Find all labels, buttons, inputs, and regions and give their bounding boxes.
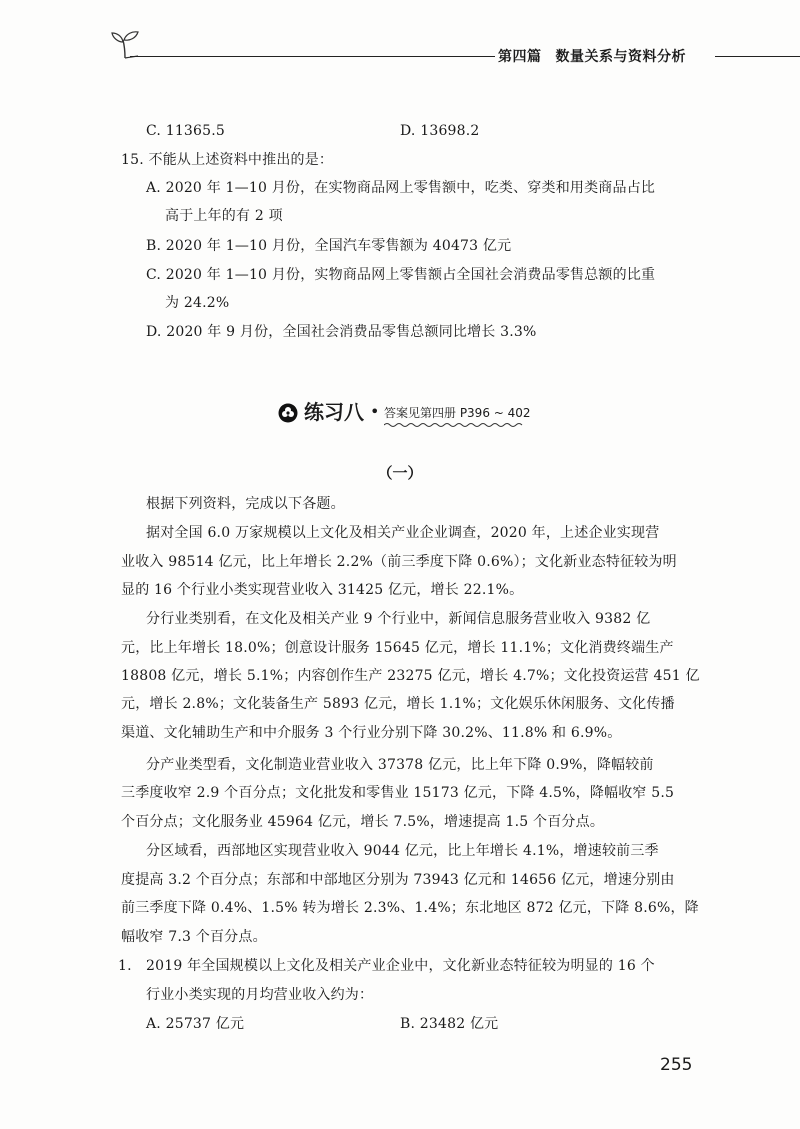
material-p1-line: 显的 16 个行业小类实现营业收入 31425 亿元，增长 22.1%。 [121,582,524,598]
material-p3-line: 分产业类型看，文化制造业营业收入 37378 亿元，比上年下降 0.9%，降幅较前 [146,757,654,773]
material-p4-line: 度提高 3.2 个百分点；东部和中部地区分别为 73943 亿元和 14656 亿元，增速分别由 [121,872,675,888]
material-p4-line: 幅收窄 7.3 个百分点。 [121,929,267,945]
q1-stem-cont: 行业小类实现的月均营业收入约为： [146,987,374,1003]
section-title: 练习八 [304,400,364,424]
wavy-underline [384,422,526,428]
header-rule-left [130,56,495,57]
material-p2-line: 分行业类别看，在文化及相关产业 9 个行业中，新闻信息服务营业收入 9382 亿 [146,611,651,627]
q1-option-b: B. 23482 亿元 [400,1016,499,1032]
q15-option-a: A. 2020 年 1—10 月份，在实物商品网上零售额中，吃类、穿类和用类商品占比 [146,180,656,196]
q14-option-d: D. 13698.2 [400,123,480,139]
header-rule-right [715,56,800,57]
material-p3-line: 个百分点；文化服务业 45964 亿元，增长 7.5%，增速提高 1.5 个百分点。 [121,814,605,830]
header-part: 第四篇 [498,49,542,65]
flower-emblem-icon [278,403,298,423]
running-header [498,46,686,66]
answer-reference: 答案见第四册 P396 ~ 402 [384,406,531,420]
material-p2-line: 渠道、文化辅助生产和中介服务 3 个行业分别下降 30.2%、11.8% 和 6.9%。 [121,725,622,741]
material-p2-line: 元，增长 2.8%；文化装备生产 5893 亿元，增长 1.1%；文化娱乐休闲服务、文化传播 [121,696,675,712]
subsection-title: （一） [377,464,423,482]
material-intro: 根据下列资料，完成以下各题。 [146,496,345,512]
q14-option-c: C. 11365.5 [146,123,226,139]
material-p2-line: 18808 亿元，增长 5.1%；内容创作生产 23275 亿元，增长 4.7%；文化投资运营 451 亿 [121,668,700,684]
q1-stem: 2019 年全国规模以上文化及相关产业企业中，文化新业态特征较为明显的 16 个 [146,958,655,974]
material-p3-line: 三季度收窄 2.9 个百分点；文化批发和零售业 15173 亿元，下降 4.5%，降幅收窄 5.5 [121,785,675,801]
material-p1-line: 据对全国 6.0 万家规模以上文化及相关产业企业调查，2020 年，上述企业实现营 [146,525,660,541]
material-p4-line: 分区域看，西部地区实现营业收入 9044 亿元，比上年增长 4.1%，增速较前三季 [146,843,659,859]
page-number: 255 [660,1055,693,1075]
q1-option-a: A. 25737 亿元 [146,1016,245,1032]
section-bullet: • [370,402,380,421]
material-p2-line: 元，比上年增长 18.0%；创意设计服务 15645 亿元，增长 11.1%；文化消费终端生产 [121,640,674,656]
material-p4-line: 前三季度下降 0.4%、1.5% 转为增长 2.3%、1.4%；东北地区 872 亿元，下降 8.6%，降 [121,900,699,916]
q15-option-a-cont: 高于上年的有 2 项 [165,208,283,224]
q15-option-c: C. 2020 年 1—10 月份，实物商品网上零售额占全国社会消费品零售总额的比重 [146,267,656,283]
q15-option-c-cont: 为 24.2% [165,295,230,311]
q15-stem: 15. 不能从上述资料中推出的是： [121,152,334,168]
q1-number: 1. [118,958,132,974]
q15-option-d: D. 2020 年 9 月份，全国社会消费品零售总额同比增长 3.3% [146,324,537,340]
q15-option-b: B. 2020 年 1—10 月份，全国汽车零售额为 40473 亿元 [146,238,512,254]
header-title: 数量关系与资料分析 [555,49,686,65]
material-p1-line: 业收入 98514 亿元，比上年增长 2.2%（前三季度下降 0.6%）；文化新业态特征较为明 [121,554,677,570]
